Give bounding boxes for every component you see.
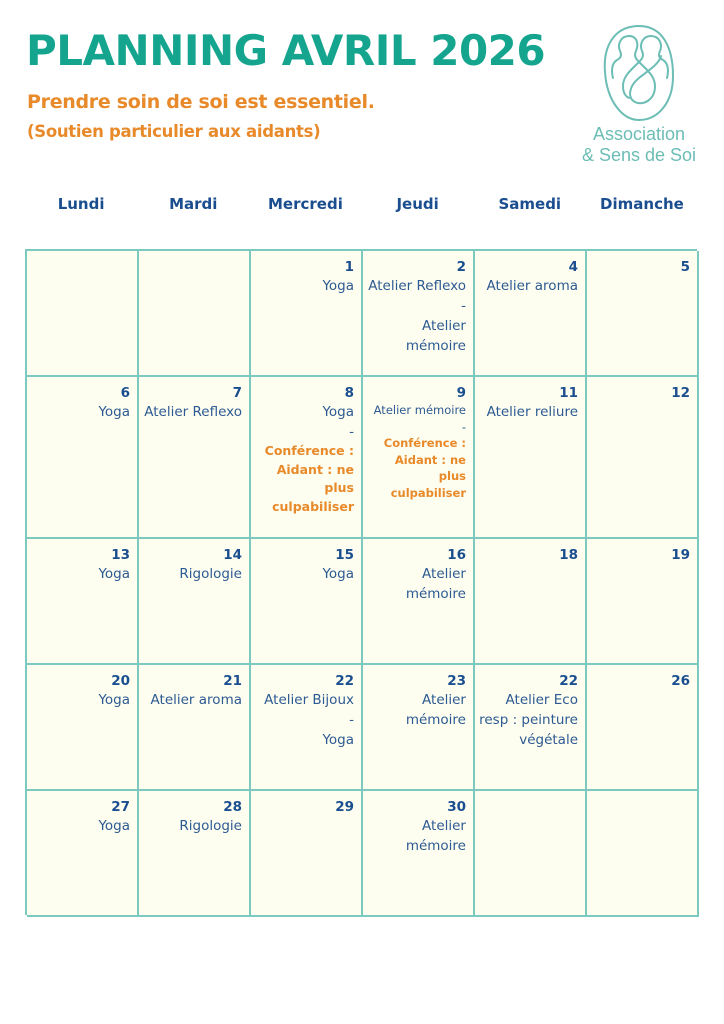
calendar-day-cell — [363, 665, 475, 791]
day-number: 20 — [111, 673, 130, 689]
calendar-day-cell — [363, 251, 475, 377]
weekday-lundi: Lundi — [57, 195, 105, 213]
calendar-day-cell — [251, 665, 363, 791]
calendar-day-cell — [27, 665, 139, 791]
day-number: 2 — [456, 259, 466, 275]
calendar-day-cell — [139, 665, 251, 791]
calendar-day-cell — [587, 377, 699, 539]
day-number: 22 — [559, 673, 578, 689]
calendar-day-cell — [363, 791, 475, 917]
event-separator: - — [461, 298, 466, 314]
activity-event: Yoga — [322, 732, 354, 748]
day-number: 6 — [120, 385, 130, 401]
day-number: 27 — [111, 799, 130, 815]
day-number: 12 — [671, 385, 690, 401]
calendar-empty-cell — [587, 791, 699, 917]
calendar-day-cell — [475, 251, 587, 377]
activity-event: Rigologie — [179, 818, 242, 834]
activity-event: Atelier Reflexo — [368, 278, 466, 294]
activity-event: Atelier Bijoux — [264, 692, 354, 708]
calendar-day-cell — [587, 539, 699, 665]
day-number: 1 — [344, 259, 354, 275]
day-number: 22 — [335, 673, 354, 689]
activity-event: Yoga — [98, 818, 130, 834]
event-separator: - — [461, 419, 466, 434]
weekday-jeudi: Jeudi — [396, 195, 439, 213]
calendar-day-cell — [27, 377, 139, 539]
calendar-day-cell — [363, 539, 475, 665]
day-number: 8 — [344, 385, 354, 401]
page-subtitle-note: (Soutien particulier aux aidants) — [27, 122, 321, 141]
weekday-dimanche: Dimanche — [600, 195, 684, 213]
calendar-empty-cell — [27, 251, 139, 377]
day-number: 30 — [447, 799, 466, 815]
calendar-day-cell — [251, 377, 363, 539]
activity-event: Atelier mémoire — [405, 318, 466, 354]
calendar-day-cell — [251, 251, 363, 377]
activity-event: Atelier Eco resp : peinture végétale — [479, 692, 578, 748]
activity-event: Yoga — [322, 404, 354, 420]
calendar-day-cell — [27, 791, 139, 917]
calendar-day-cell — [139, 377, 251, 539]
activity-event: Yoga — [98, 404, 130, 420]
calendar-day-cell — [363, 377, 475, 539]
two-people-embrace-icon — [570, 20, 708, 124]
weekday-mercredi: Mercredi — [268, 195, 343, 213]
day-number: 15 — [335, 547, 354, 563]
calendar-day-cell — [251, 539, 363, 665]
day-number: 13 — [111, 547, 130, 563]
calendar-grid — [25, 249, 697, 915]
day-number: 4 — [568, 259, 578, 275]
calendar-day-cell — [139, 539, 251, 665]
weekday-mardi: Mardi — [169, 195, 218, 213]
calendar-empty-cell — [139, 251, 251, 377]
day-number: 29 — [335, 799, 354, 815]
weekday-samedi: Samedi — [498, 195, 562, 213]
calendar-day-cell — [475, 539, 587, 665]
calendar-day-cell — [475, 377, 587, 539]
association-name-line1: Association — [592, 124, 686, 144]
calendar-empty-cell — [475, 791, 587, 917]
day-number: 14 — [223, 547, 242, 563]
day-number: 9 — [456, 385, 466, 401]
page-title: PLANNING AVRIL 2026 — [26, 26, 546, 75]
day-number: 26 — [671, 673, 690, 689]
activity-event: Atelier Reflexo — [144, 404, 242, 420]
day-number: 16 — [447, 547, 466, 563]
activity-event: Yoga — [322, 566, 354, 582]
activity-event: Yoga — [98, 566, 130, 582]
activity-event: Rigologie — [179, 566, 242, 582]
day-number: 28 — [223, 799, 242, 815]
association-logo — [570, 20, 708, 175]
calendar-day-cell — [475, 665, 587, 791]
activity-event: Yoga — [98, 692, 130, 708]
day-number: 23 — [447, 673, 466, 689]
activity-event: Atelier aroma — [486, 278, 578, 294]
calendar-day-cell — [251, 791, 363, 917]
event-separator: - — [349, 712, 354, 728]
day-number: 7 — [232, 385, 242, 401]
activity-event: Atelier aroma — [150, 692, 242, 708]
activity-event: Yoga — [322, 278, 354, 294]
calendar-day-cell — [587, 665, 699, 791]
day-number: 11 — [559, 385, 578, 401]
activity-event: Atelier mémoire — [405, 566, 466, 602]
activity-event: Atelier reliure — [486, 404, 578, 420]
activity-event: Atelier mémoire — [405, 818, 466, 854]
day-number: 5 — [680, 259, 690, 275]
calendar-day-cell — [27, 539, 139, 665]
page-subtitle: Prendre soin de soi est essentiel. — [27, 91, 375, 113]
day-number: 18 — [559, 547, 578, 563]
conference-event: Conférence : Aidant : ne plus culpabiliser — [383, 436, 466, 500]
calendar-day-cell — [587, 251, 699, 377]
day-number: 19 — [671, 547, 690, 563]
association-name-line2: & Sens de Soi — [581, 145, 697, 165]
event-separator: - — [349, 424, 354, 440]
weekday-header — [25, 192, 698, 216]
activity-event: Atelier mémoire — [373, 403, 466, 417]
calendar-day-cell — [139, 791, 251, 917]
day-number: 21 — [223, 673, 242, 689]
conference-event: Conférence : Aidant : ne plus culpabiliser — [264, 443, 354, 514]
activity-event: Atelier mémoire — [405, 692, 466, 728]
